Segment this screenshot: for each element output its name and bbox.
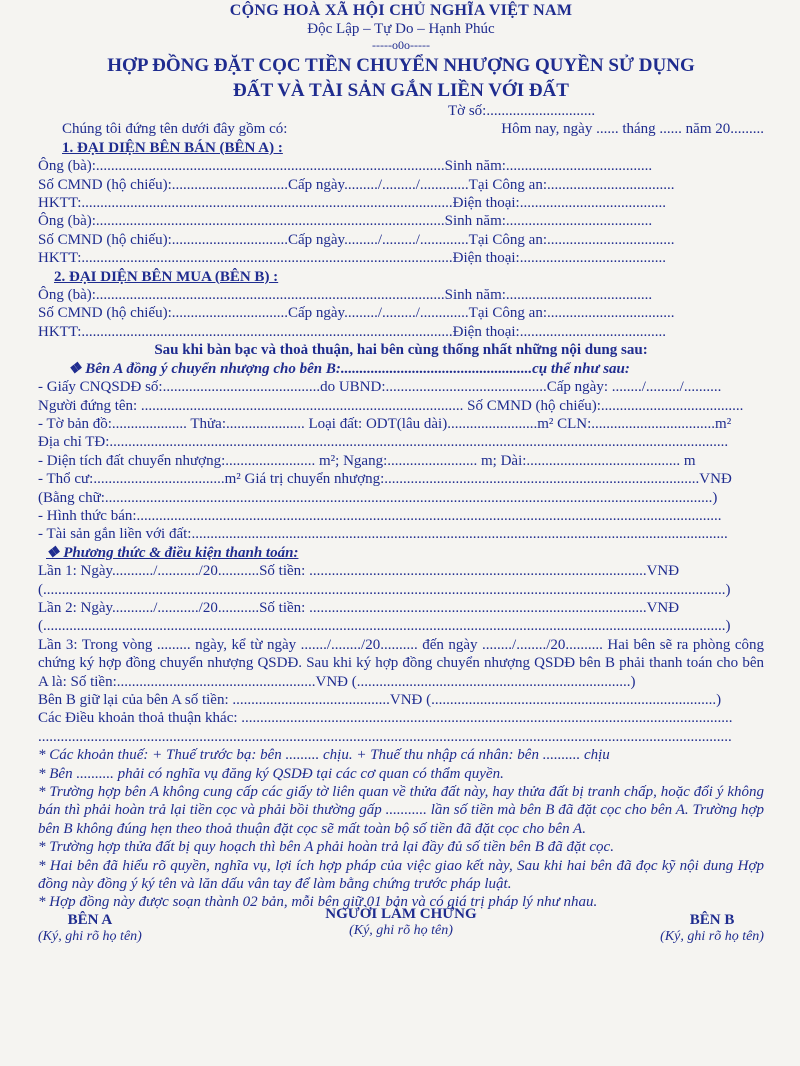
other-terms: Các Điều khoản thoả thuận khác: ................................................................................................................................... — [38, 710, 733, 727]
signature-witness — [325, 906, 476, 945]
payment-retain: Bên B giữ lại của bên A số tiền: ..........................................VNĐ (............................................................................) — [38, 692, 722, 708]
property-line: - Giấy CNQSDĐ số:..........................................do UBND:...........................................Cấp ngày: ......../........./.......... — [38, 379, 722, 396]
party-b-line: HKTT:...................................................................................................Điện thoại:....................................... — [38, 323, 666, 340]
term-planning: * Trường hợp thửa đất bị quy hoạch thì bên A phải hoàn trả lại đầy đủ số tiền bên B đã đặt cọc. — [38, 839, 614, 856]
term-understanding: * Hai bên đã hiểu rõ quyền, nghĩa vụ, lợi ích hợp pháp của việc giao kết này, Sau khi hai bên đã đọc kỹ nội dung Hợp đồng này đồng ý ký tên và lăn dấu vân tay để làm bằng chứng trước pháp luật. — [38, 857, 764, 893]
party-a-title: BÊN A — [67, 911, 113, 928]
term-breach: * Trường hợp bên A không cung cấp các giấy tờ liên quan về thửa đất này, hay thửa đất bị tranh chấp, hoặc đổi ý không bán thì phải hoàn trả lại tiền cọc và phải bồi thường gấp ........... lần số tiền mà bên B đã đặt cọc cho bên A. Trường hợp bên B không đúng hẹn theo thoả thuận đặt cọc sẽ mất toàn bộ số tiền đã đặt cọc cho bên A. — [38, 784, 764, 837]
property-line: (Bằng chữ:..................................................................................................................................................................) — [38, 489, 718, 506]
party-a-line: Số CMND (hộ chiếu):...............................Cấp ngày........./........./.............Tại Công an:.................................. — [38, 176, 675, 193]
signature-party-a — [38, 912, 142, 945]
payment-line: (......................................................................................................................................................................................) — [38, 581, 731, 598]
party-b-heading: 2. ĐẠI DIỆN BÊN MUA (BÊN B) : — [54, 268, 279, 285]
payment-heading: ❖ Phương thức & điều kiện thanh toán: — [46, 544, 299, 561]
payment-third-installment: Lần 3: Trong vòng ......... ngày, kể từ ngày ......./......../20.......... đến ngày ......../......../20.......... Hai bên sẽ ra phòng công chứng ký hợp đồng chuyển nhượng QSDĐ. Sau khi ký hợp đồng chuyển nhượng QSDĐ bên B phải thanh toán cho bên A là: Số tiền:.....................................................VNĐ (.........................................................................) — [38, 636, 764, 690]
separator: -----o0o----- — [372, 38, 430, 52]
property-line: - Hình thức bán:............................................................................................................................................................ — [38, 507, 722, 524]
term-registration: * Bên .......... phải có nghĩa vụ đăng ký QSDĐ tại các cơ quan có thẩm quyền. — [38, 765, 504, 782]
party-b-line: Ông (bà):.............................................................................................Sinh năm:....................................... — [38, 287, 653, 304]
party-a-line: HKTT:...................................................................................................Điện thoại:....................................... — [38, 250, 666, 267]
date-line: Hôm nay, ngày ...... tháng ...... năm 20......... — [501, 121, 764, 138]
transfer-line: ❖ Bên A đồng ý chuyển nhượng cho bên B:...................................................cụ thể như sau: — [68, 360, 630, 377]
property-line: - Diện tích đất chuyển nhượng:........................ m²; Ngang:........................ m; Dài:......................................... m — [38, 452, 696, 469]
party-a-line: Ông (bà):.............................................................................................Sinh năm:....................................... — [38, 213, 653, 230]
signature-row — [38, 905, 764, 945]
property-line: - Tài sản gắn liền với đất:............................................................................................................................................... — [38, 526, 728, 543]
term-copies: * Hợp đồng này được soạn thành 02 bản, mỗi bên giữ 01 bản và có giá trị pháp lý như nhau. — [38, 894, 598, 911]
contract-title-line1: HỢP ĐỒNG ĐẶT CỌC TIỀN CHUYỂN NHƯỢNG QUYỀN SỬ DỤNG — [107, 55, 695, 76]
property-line: - Thổ cư:...................................m² Giá trị chuyển nhượng:....................................................................................VNĐ — [38, 471, 732, 488]
party-b-sign-note: (Ký, ghi rõ họ tên) — [660, 928, 764, 944]
witness-sign-note: (Ký, ghi rõ họ tên) — [349, 922, 453, 938]
party-a-line: Ông (bà):.............................................................................................Sinh năm:....................................... — [38, 158, 653, 175]
party-a-line: HKTT:...................................................................................................Điện thoại:....................................... — [38, 195, 666, 212]
payment-line: (......................................................................................................................................................................................) — [38, 618, 731, 635]
property-line: - Tờ bản đồ:.................... Thửa:..................... Loại đất: ODT(lâu dài)........................m² CLN:.................................m² — [38, 415, 732, 432]
agreement-lead: Sau khi bàn bạc và thoả thuận, hai bên cùng thống nhất những nội dung sau: — [154, 342, 648, 359]
national-title: CỘNG HOÀ XÃ HỘI CHỦ NGHĨA VIỆT NAM — [229, 2, 573, 19]
party-a-heading: 1. ĐẠI DIỆN BÊN BÁN (BÊN A) : — [62, 139, 283, 156]
party-b-line: Số CMND (hộ chiếu):...............................Cấp ngày........./........./.............Tại Công an:.................................. — [38, 305, 675, 322]
payment-line: Lần 2: Ngày.........../.........../20...........Số tiền: ..........................................................................................VNĐ — [38, 599, 680, 616]
signature-party-b — [660, 912, 764, 945]
national-motto: Độc Lập – Tự Do – Hạnh Phúc — [307, 21, 495, 37]
property-line: Địa chỉ TĐ:..................................................................................................................................................................... — [38, 434, 729, 451]
intro-row — [38, 120, 764, 138]
party-b-title: BÊN B — [689, 911, 735, 928]
contract-title-line2: ĐẤT VÀ TÀI SẢN GẮN LIỀN VỚI ĐẤT — [233, 80, 569, 101]
witness-title: NGƯỜI LÀM CHỨNG — [325, 905, 477, 922]
other-terms-blank: ......................................................................................................................................................................................... — [38, 728, 732, 745]
intro-text: Chúng tôi đứng tên dưới đây gồm có: — [62, 121, 288, 138]
sheet-number: Tờ số:............................. — [448, 103, 596, 119]
term-taxes: * Các khoản thuế: + Thuế trước bạ: bên ......... chịu. + Thuế thu nhập cá nhân: bên .......... chịu — [38, 747, 610, 764]
property-line: Người đứng tên: ...................................................................................... Số CMND (hộ chiếu):...................................... — [38, 397, 744, 414]
party-a-sign-note: (Ký, ghi rõ họ tên) — [38, 928, 142, 944]
payment-line: Lần 1: Ngày.........../.........../20...........Số tiền: ..........................................................................................VNĐ — [38, 563, 680, 580]
party-a-line: Số CMND (hộ chiếu):...............................Cấp ngày........./........./.............Tại Công an:.................................. — [38, 231, 675, 248]
